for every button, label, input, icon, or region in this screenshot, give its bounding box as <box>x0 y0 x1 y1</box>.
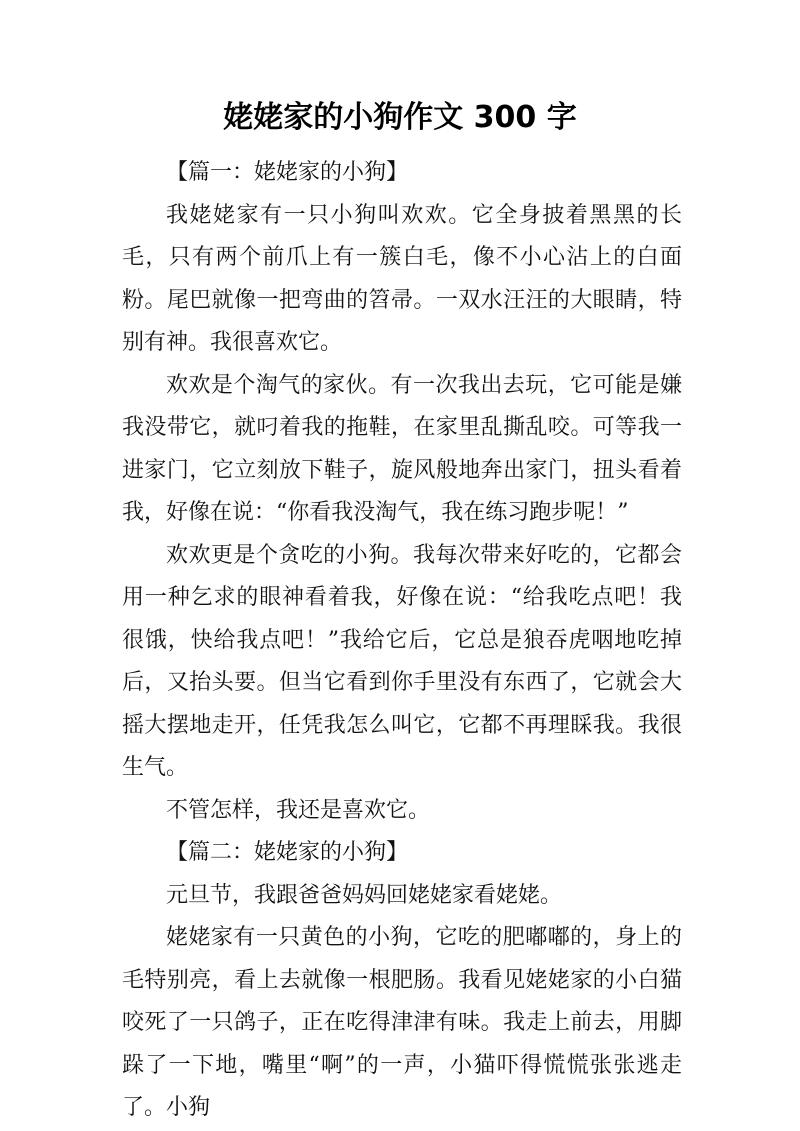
section-1-paragraph-3: 欢欢更是个贪吃的小狗。我每次带来好吃的，它都会用一种乞求的眼神看着我，好像在说：“给我吃点吧！我很饿，快给我点吧！”我给它后，它总是狼吞虎咽地吃掉后，又抬头要。但当它看到你手里没有东西了，它就会大摇大摆地走开，任凭我怎么叫它，它都不再理睬我。我很生气。 <box>122 542 682 780</box>
section-1-paragraph-4: 不管怎样，我还是喜欢它。 <box>166 797 431 823</box>
section-1-paragraph-1: 我姥姥家有一只小狗叫欢欢。它全身披着黑黑的长毛，只有两个前爪上有一簇白毛，像不小心沾上的白面粉。尾巴就像一把弯曲的笤帚。一双水汪汪的大眼睛，特别有神。我很喜欢它。 <box>122 202 682 355</box>
section-2-paragraph-2: 姥姥家有一只黄色的小狗，它吃的肥嘟嘟的，身上的毛特别亮，看上去就像一根肥肠。我看见姥姥家的小白猫咬死了一只鸽子，正在吃得津津有味。我走上前去，用脚跺了一下地，嘴里“啊”的一声，小猫吓得慌慌张张逃走了。小狗 <box>122 925 682 1120</box>
section-1-paragraph-2: 欢欢是个淘气的家伙。有一次我出去玩，它可能是嫌我没带它，就叼着我的拖鞋，在家里乱撕乱咬。可等我一进家门，它立刻放下鞋子，旋风般地奔出家门，扭头看着我，好像在说：“你看我没淘气，我在练习跑步呢！” <box>122 372 682 525</box>
section-2-heading: 【篇二：姥姥家的小狗】 <box>166 840 409 865</box>
section-2-paragraph-1: 元旦节，我跟爸爸妈妈回姥姥家看姥姥。 <box>166 882 563 908</box>
document-body <box>122 152 682 1130</box>
document-title: 姥姥家的小狗作文 300 字 <box>223 100 577 135</box>
section-1-heading: 【篇一：姥姥家的小狗】 <box>166 160 409 185</box>
